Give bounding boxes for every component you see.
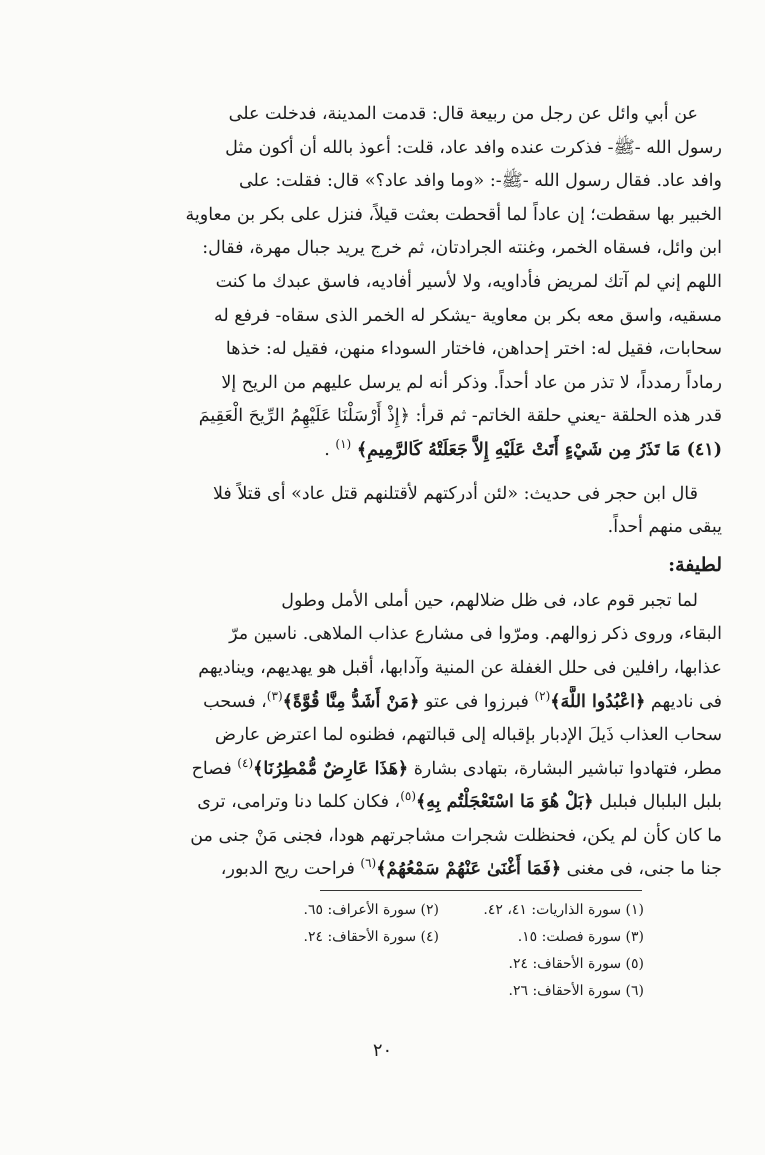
text-line: [44, 686, 722, 720]
text-line: سحاب العذاب ذَيلَ الإدبار بإقباله إلى قبالتهم، فظنوه لما اعترض عارض: [214, 725, 722, 746]
footnote-ref: (٢): [534, 688, 551, 703]
text-line: عذابها، رافلين فى حلل الغفلة عن المنية وآدابها، أقبل هو يهديهم، ويناديهم: [198, 657, 722, 678]
quran-verse: (٤١) مَا تَذَرُ مِن شَيْءٍ أَتَتْ عَلَيْهِ إِلاَّ جَعَلَتْهُ كَالرَّمِيمِ﴾: [356, 439, 722, 460]
text-line: اللهم إني لم آتك لمريض فأداويه، ولا لأسير أفاديه، فاسق عبدك ما كنت: [215, 271, 722, 292]
footnotes: [44, 897, 644, 1005]
text-span: فصاح: [191, 758, 238, 779]
text-line: الخبير بها سقطت؛ إن عاداً لما أقحطت بعثت قيلاً، فنزل على بكر بن معاوية: [185, 204, 722, 225]
text-line: ابن وائل، فسقاه الخمر، وغنته الجرادتان، ثم خرج يريد جبال مهرة، فقال:: [202, 238, 722, 259]
text-line: سحابات، فقيل له: اختر إحداهن، فاختار السوداء منهن، فقيل له: خذها: [225, 339, 722, 360]
text-line: عن أبي وائل عن رجل من ربيعة قال: قدمت المدينة، فدخلت على: [228, 104, 698, 124]
text-span: ، فكان كلما دنا وترامى، ترى: [197, 792, 401, 813]
footnote-5: (٥) سورة الأحقاف: ٢٤.: [508, 956, 644, 972]
footnote-divider: [320, 890, 642, 891]
section-heading: لطيفة:: [668, 553, 722, 576]
text-line: رماداً رمدداً، لا تذر من عاد أحداً. وذكر أنه لم يرسل عليهم من الريح إلا: [221, 372, 722, 393]
text-span: .: [324, 439, 330, 460]
text-line: لما تجبر قوم عاد، فى ظل ضلالهم، حين أملى الأمل وطول: [281, 590, 698, 611]
footnote-ref: (١): [335, 437, 352, 452]
text-span: بلبل البلبال فبلبل: [593, 792, 722, 813]
footnote-1: (١) سورة الذاريات: ٤١، ٤٢.: [483, 902, 644, 918]
text-line: مسقيه، واسق معه بكر بن معاوية -يشكر له الخمر الذى سقاه- فرفع له: [213, 305, 722, 326]
page-number: ٢٠: [372, 1040, 393, 1061]
text-line: قال ابن حجر فى حديث: «لئن أدركتهم لأقتلنهم قتل عاد» أى قتلاً فلا: [212, 483, 698, 504]
footnote-ref: (٤): [237, 755, 254, 770]
text-span: فبرزوا فى عتو: [419, 691, 535, 712]
footnote-6: (٦) سورة الأحقاف: ٢٦.: [508, 983, 644, 999]
quran-verse: ﴿مَنْ أَشَدُّ مِنَّا قُوَّةً﴾: [282, 691, 420, 712]
text-line: وافد عاد. فقال رسول الله -ﷺ-: «وما وافد عاد؟» قال: فقلت: على: [238, 171, 722, 192]
text-line: ما كان كأن لم يكن، فحنظلت شجرات مشاجرتهم هودا، فجنى مَنْ جنى من: [190, 825, 722, 846]
text-line: البقاء، وروى ذكر زوالهم. ومرّوا فى مشارع عذاب الملاهى. ناسين مرّ: [229, 624, 722, 645]
text-span: فى ناديهم: [645, 691, 722, 712]
footnote-ref: (٥): [400, 789, 417, 804]
text-line: يبقى منهم أحداً.: [607, 517, 722, 538]
text-span: فراحت ريح الدبور،: [220, 859, 361, 880]
quran-verse: ﴿هَذَا عَارِضٌ مُّمْطِرُنَا﴾: [253, 758, 409, 779]
footnote-3: (٣) سورة فصلت: ١٥.: [517, 929, 644, 945]
quran-verse: ﴿بَلْ هُوَ مَا اسْتَعْجَلْتُم بِهِ﴾: [416, 792, 594, 813]
text-line: قدر هذه الحلقة -يعني حلقة الخاتم- ثم قرأ: ﴿إِذْ أَرْسَلْنَا عَلَيْهِمُ الرِّيحَ الْعَقِيمَ: [198, 406, 722, 427]
text-line: [44, 753, 722, 787]
text-line: رسول الله -ﷺ- فذكرت عنده وافد عاد، قلت: أعوذ بالله أن أكون مثل: [225, 137, 722, 158]
footnote-2: (٢) سورة الأعراف: ٦٥.: [303, 902, 439, 918]
footnote-ref: (٦): [360, 856, 377, 871]
text-line: [44, 786, 722, 820]
footnote-4: (٤) سورة الأحقاف: ٢٤.: [303, 929, 439, 945]
main-text: [44, 98, 722, 887]
text-span: مطر، فتهادوا تباشير البشارة، بتهادى بشارة: [408, 758, 722, 779]
quran-verse: ﴿فَمَا أَغْنَىٰ عَنْهُمْ سَمْعُهُمْ﴾: [376, 859, 562, 880]
text-line: [44, 434, 722, 468]
text-span: ، فسحب: [203, 691, 267, 712]
text-line: [44, 853, 722, 887]
text-span: جنا ما جنى، فى مغنى: [561, 859, 722, 880]
footnote-ref: (٣): [266, 688, 283, 703]
quran-verse: ﴿اعْبُدُوا اللَّهَ﴾: [550, 691, 646, 712]
